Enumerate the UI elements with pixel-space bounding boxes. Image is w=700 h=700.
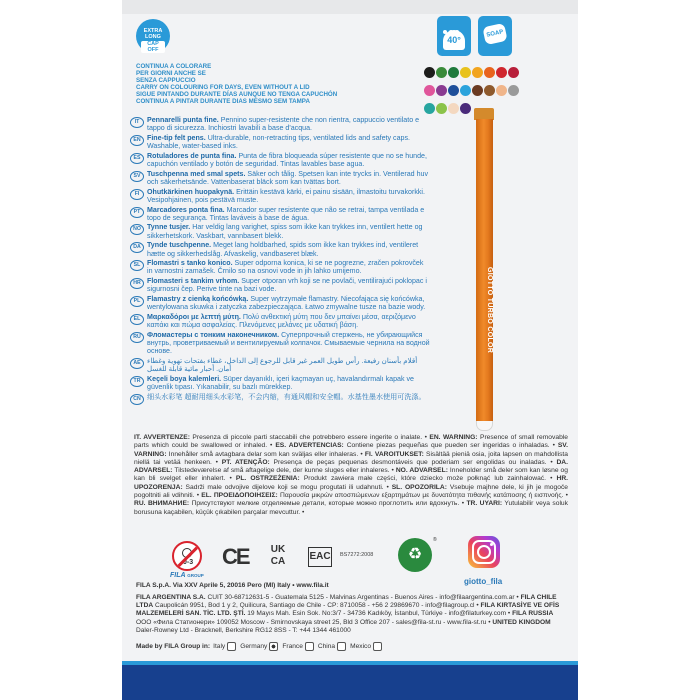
language-body: 细头水彩笔 超耐用细头水彩笔，不会内缩，有通风帽和安全帽。水基性墨水使用可洗涤。	[147, 392, 426, 401]
distributor-name: FILA KIRTASİYE VE OFİS MALZEMELERİ SAN. TİC. LTD. ŞTİ.	[136, 602, 560, 618]
language-title: Tynne tusjer.	[147, 223, 191, 232]
language-code-badge: FI	[130, 189, 144, 200]
language-code-badge: TR	[130, 376, 144, 387]
color-swatch	[472, 85, 483, 96]
language-entry	[130, 393, 430, 405]
language-body: Punta de fibra bloqueada súper resistente que no se hunde, capuchón ventilado y botón de seguridad. Tintas lavables base agua.	[147, 151, 427, 169]
language-code-badge: IT	[130, 117, 144, 128]
language-code-badge: SL	[130, 260, 144, 271]
distributor-address: ООО «Фила Статионери» 109052 Moscow - Smirnovskaya street 25, Bld 3 Office 207 - sales@fila-st.ru - www.fila-st.ru •	[136, 618, 491, 626]
green-dot-recycle-icon: ♻	[398, 538, 432, 572]
language-entry	[130, 259, 430, 275]
ukca-mark: UK CA	[270, 544, 286, 567]
language-title: Pennarelli punta fine.	[147, 116, 219, 124]
warning-title: FI. VAROITUKSET:	[364, 450, 424, 458]
warning-body: Presença de peças pequenas desmontáveis que poderiam ser engolidas ou inaladas.	[273, 458, 547, 466]
color-swatch	[508, 67, 519, 78]
language-code-badge: CN	[130, 394, 144, 405]
language-body: أقلام بأسنان رفيعة. رأس طويل العمر غير قابل للرجوع إلى الداخل، غطاء بفتحات تهوية وغطاء أمان. أحبار مائية قابلة للغسل	[147, 356, 418, 374]
origin-country-label: Italy	[213, 643, 226, 650]
pen-tip	[476, 421, 493, 431]
warning-title: IT. AVVERTENZE:	[134, 434, 190, 441]
language-entry	[130, 313, 430, 329]
color-swatch	[448, 85, 459, 96]
language-text	[147, 313, 430, 329]
language-title: Keçeli boya kalemleri.	[147, 374, 222, 383]
bs-standard-label: BS7272:2008	[340, 552, 374, 558]
warning-body: Contiene piezas pequeñas que pueden ser ingeridas o inhaladas.	[346, 442, 550, 450]
manufacturer-address: FILA S.p.A. Via XXV Aprile 5, 20016 Pero (MI) Italy • www.fila.it	[136, 582, 329, 589]
origin-country-label: Germany	[240, 643, 268, 650]
language-entry	[130, 277, 430, 293]
color-swatch	[448, 103, 459, 114]
extra-long-cap-off-badge: EXTRA LONG CAP OFF	[136, 19, 170, 53]
color-swatch	[496, 85, 507, 96]
distributor-name: UNITED KINGDOM	[492, 618, 551, 626]
claim-line: SENZA CAPPUCCIO	[136, 77, 196, 84]
claim-line: PER GIORNI ANCHE SE	[136, 70, 206, 77]
language-entry	[130, 170, 430, 186]
language-title: Tynde tuschpenne.	[147, 241, 212, 250]
language-code-badge: RU	[130, 332, 144, 343]
language-code-badge: PL	[130, 296, 144, 307]
language-text	[147, 206, 430, 222]
origin-option	[350, 642, 382, 651]
language-text	[147, 134, 430, 150]
language-text	[147, 116, 430, 132]
language-text	[147, 170, 430, 186]
distributor-name: FILA RUSSIA	[512, 610, 554, 618]
language-body: Pennino super-resistente che non rientra, cappuccio ventilato e tappo di sicurezza. Inchiostri lavabili a base d'acqua.	[147, 116, 420, 133]
registered-mark: ®	[433, 537, 437, 543]
language-body: Erittäin kestävä kärki, ei painu sisään, ilmastoitu turvakorkki. Vesipohjainen, pois pestävä muste.	[147, 187, 425, 204]
warning-title: EN. WARNING:	[429, 434, 478, 441]
product-packaging-back	[122, 0, 578, 700]
origin-option	[213, 642, 236, 651]
language-body: Ultra-durable, non-retracting tips, ventilated lids and safety caps. Washable, water-based inks.	[147, 133, 410, 151]
origin-checkbox	[337, 642, 346, 651]
color-swatch	[496, 67, 507, 78]
language-title: Fine-tip felt pens.	[147, 133, 206, 142]
claim-line: SIGUE PINTANDO DURANTE DÍAS AUNQUE NO TENGA CAPUCHÓN	[136, 91, 338, 98]
language-body: Süper dayanıklı, içeri kaçmayan uç, havalandırmalı kapak ve güvenlik tıpası. Yıkanabilir, su bazlı mürekkep.	[147, 374, 414, 392]
language-body: Super wytrzymałe flamastry. Niecofająca się końcówka, wentylowana skuwka i zatyczka zabezpieczająca. Łatwo zmywalne tusze na bazie wody.	[147, 295, 426, 312]
color-swatch	[436, 103, 447, 114]
language-body: Πολύ ανθεκτική μύτη που δεν μπαίνει μέσα, αεριζόμενο καπάκι και πώμα ασφαλείας. Πλενόμενες μελάνες με υδατική βάση.	[147, 312, 416, 330]
language-entry	[130, 134, 430, 150]
warning-body: Tilstedeværelse af små aftagelige dele, der kunne sluges eller inhaleres.	[174, 467, 390, 475]
color-swatch	[424, 103, 435, 114]
language-title: Flamastry z cienką końcówką.	[147, 295, 249, 304]
language-text	[147, 188, 430, 204]
language-code-badge: ES	[130, 153, 144, 164]
distributor-address: 19 Mayıs Mah. Esin Sok. No:3/7 - 34736 Kadıköy, İstanbul, Türkiye - info@filaturkey.com •	[247, 610, 511, 618]
color-swatch	[484, 67, 495, 78]
language-text	[147, 277, 430, 293]
warning-title: SV. VARNING:	[134, 442, 569, 458]
ce-mark: CE	[222, 544, 249, 569]
language-text	[147, 393, 426, 401]
language-code-badge: SV	[130, 171, 144, 182]
warning-body: Presence of small removable parts which could be swallowed or inhaled.	[134, 434, 568, 450]
warning-title: TR. UYARI:	[466, 500, 503, 508]
language-entry	[130, 223, 430, 239]
language-title: Rotuladores de punta fina.	[147, 151, 237, 160]
distributor-address: Caupolicán 9951, Bod 1 y 2, Quilicura, Santiago de Chile - CP: 8710058 - +56 2 29869670 - info@filagroup.cl •	[154, 602, 479, 610]
color-swatch	[424, 67, 435, 78]
warning-title: PT. ATENÇÃO:	[221, 458, 270, 466]
language-title: Μαρκαδόροι με λεπτή μύτη.	[147, 312, 241, 321]
color-swatch	[436, 67, 447, 78]
warning-body: Vsebuje majhne dele, ki jih je mogoče pogoltniti ali vdihniti.	[134, 483, 569, 500]
warning-body: Inneholder små deler som kan løsne og kan bli svelget eller inhalert.	[134, 467, 568, 483]
pen-brand-label: GIOTTO TURBO COLOR	[486, 266, 493, 354]
claim-line: CARRY ON COLOURING FOR DAYS, EVEN WITHOUT A LID	[136, 84, 310, 91]
color-swatch	[472, 67, 483, 78]
color-swatch	[436, 85, 447, 96]
language-entry	[130, 188, 430, 204]
language-body: Суперпрочный стержень, не убирающийся внутрь, проветриваемый и вентилируемый колпачок. Смываемые чернила на водной основе.	[147, 330, 430, 356]
origin-country-label: China	[317, 643, 336, 650]
origin-checkbox	[269, 642, 278, 651]
warning-title: PL. OSTRZEŻENIA:	[235, 475, 300, 483]
language-entry	[130, 152, 430, 168]
language-text	[147, 152, 430, 168]
language-title: Marcadores ponta fina.	[147, 205, 225, 214]
language-entry	[130, 331, 430, 356]
instagram-icon	[468, 536, 500, 568]
language-body: Super otporan vrh koji se ne povlači, ventilirajući poklopac i sigurnosni čep. Perive tinte na bazi vode.	[147, 277, 427, 294]
language-text	[147, 295, 430, 311]
color-swatch	[424, 85, 435, 96]
safety-warnings: IT. AVVERTENZE: Presenza di piccole parti staccabili che potrebbero essere ingerite o inalate. • EN. WARNING: Presence of small removable parts which could be swallowed or inhaled. • ES. ADVERTENCIAS: Contiene piezas pequeñas que pueden ser ingeridas o inhaladas. • SV. VARNING: Innehåller små avtagbara delar som kan sväljas eller inhaleras. • FI. VAROITUKSET: Sisältää pieniä osia, joita lapsen on mahdollista niellä tai vetää henkeen. • PT. ATENÇÃO: Presença de peças pequenas desmontáveis que poderiam ser engolidas ou inaladas. • DA. ADVARSEL: Tilstedeværelse af små aftagelige dele, der kunne sluges eller inhaleres. • NO. ADVARSEL: Inneholder små deler som kan løsne og kan bli svelget eller inhalert. • PL. OSTRZEŻENIA: Produkt zawiera małe części, które dziecko może połknąć lub zainhalować. • HR. UPOZORENJA: Sadrži male odvojive dijelove koji se mogu progutati ili udahnuti. • SL. OPOZORILA: Vsebuje majhne dele, ki jih je mogoče pogoltniti ali vdihniti. • EL. ΠΡΟΕΙΔΟΠΟΙΗΣΕΙΣ: Παρουσία μικρών αποσπώμενων εξαρτημάτων με δυνατότητα πιθανής κατάποσης ή εισπνοής. • RU. ВНИМАНИЕ: Присутствуют мелкие отделяемые детали, которые можно проглотить или вдохнуть. • TR. UYARI: Yutulabilir veya soluk borusuna kaçabilen, küçük çıkabilen parçalar mevcuttur. •	[134, 434, 569, 516]
warning-title: SL. OPOZORILA:	[391, 483, 447, 491]
eac-mark: EAC	[308, 547, 332, 567]
not-for-under-3-icon: 0-3	[172, 541, 202, 571]
language-title: Tuschpenna med smal spets.	[147, 169, 246, 178]
instagram-handle: giotto_fila	[464, 577, 503, 586]
warning-body: Sadrži male odvojive dijelove koji se mogu progutati ili udahnuti.	[185, 483, 384, 491]
color-swatch	[460, 85, 471, 96]
warning-title: EL. ΠΡΟΕΙΔΟΠΟΙΗΣΕΙΣ:	[201, 492, 278, 500]
warning-body: Presenza di piccole parti staccabili che potrebbero essere ingerite o inalate.	[192, 434, 423, 441]
language-code-badge: DA	[130, 242, 144, 253]
washable-40-icon: 40°	[437, 16, 471, 56]
origin-checkbox	[227, 642, 236, 651]
language-text	[147, 357, 430, 373]
warning-body: Sisältää pieniä osia, joita lapsen on mahdollista niellä tai vetää henkeen.	[134, 450, 569, 466]
warning-title: DA. ADVARSEL:	[134, 458, 568, 475]
warning-title: RU. ВНИМАНИЕ:	[134, 500, 190, 508]
warning-title: ES. ADVERTENCIAS:	[275, 442, 344, 450]
distributor-name: FILA CHILE LTDA	[136, 594, 557, 610]
language-code-badge: HR	[130, 278, 144, 289]
language-code-badge: NO	[130, 224, 144, 235]
language-title: Фломастеры с тонким наконечником.	[147, 330, 280, 339]
warning-body: Παρουσία μικρών αποσπώμενων εξαρτημάτων με δυνατότητα πιθανής κατάποσης ή εισπνοής.	[279, 492, 564, 500]
language-text	[147, 241, 430, 257]
origin-checkbox	[373, 642, 382, 651]
language-text	[147, 331, 430, 356]
warning-body: Innehåller små avtagbara delar som kan sväljas eller inhaleras.	[168, 450, 359, 458]
language-text	[147, 223, 430, 239]
language-code-badge: AE	[130, 358, 144, 369]
language-entry	[130, 206, 430, 222]
warning-title: NO. ADVARSEL:	[395, 467, 448, 475]
language-code-badge: EL	[130, 314, 144, 325]
language-body: Marcador super resistente que não se retrai, tampa ventilada e topo de segurança. Tintas laváveis à base de água.	[147, 205, 425, 222]
language-entry	[130, 116, 430, 132]
fila-group-logo: FILA GROUP	[170, 572, 204, 579]
language-body: Säker och tålig. Spetsen kan inte trycks in. Ventilerad huv och säkerhetsände. Vattenbaserat bläck som kan tvättas bort.	[147, 169, 429, 186]
claim-line: CONTINUA A PINTAR DURANTE DIAS MESMO SEM TAMPA	[136, 98, 310, 105]
cap-off-claims	[136, 63, 396, 105]
language-code-badge: EN	[130, 135, 144, 146]
language-title: Ohutkärkinen huopakynä.	[147, 187, 235, 196]
color-swatch	[460, 67, 471, 78]
origin-country-label: Mexico	[350, 643, 371, 650]
warning-body: Присутствуют мелкие отделяемые детали, которые можно проглотить или вдохнуть.	[191, 500, 460, 508]
language-body: Meget lang holdbarhed, spids som ikke kan trykkes ind, ventileret hætte og sikkerhedslåg. Afvaskelig, vandbaseret blæk.	[147, 241, 419, 258]
product-description-languages	[130, 116, 430, 406]
language-code-badge: PT	[130, 207, 144, 218]
origin-option	[240, 642, 278, 651]
language-title: Flomasteri s tankim vrhom.	[147, 277, 240, 286]
language-text	[147, 375, 430, 391]
origin-option	[318, 642, 346, 651]
language-title: Flomastri s tanko konico.	[147, 259, 233, 268]
distributor-address: Daler-Rowney Ltd - Bracknell, Berkshire RG12 8SS - T: +44 1344 461000	[136, 626, 351, 634]
color-swatch	[484, 85, 495, 96]
distributor-name: FILA ARGENTINA S.A.	[136, 594, 206, 601]
color-swatch	[460, 103, 471, 114]
distributor-address: CUIT 30-68712631-5 - Guatemala 5125 - Malvinas Argentinas - Buenos Aires - info@filaargentina.com.ar •	[207, 594, 519, 601]
language-text	[147, 259, 430, 275]
packaging-bottom-band	[122, 661, 578, 700]
language-body: Super odporna konica, ki se ne pogrezne, zračen pokrovček in varnostni zamašek. Črnilo so na osnovi vode in jih lahko umijemo.	[147, 259, 424, 276]
origin-country-label: France	[282, 643, 303, 650]
language-entry	[130, 357, 430, 373]
soap-washable-icon: SOAP	[478, 16, 512, 56]
language-body: Har veldig lang varighet, spiss som ikke kan trykkes inn, ventilert hette og sikkerhetskork. Vaskbart, vannbasert blekk.	[147, 223, 423, 240]
color-swatch	[508, 85, 519, 96]
origin-option	[282, 642, 314, 651]
warning-title: HR. UPOZORENJA:	[134, 475, 569, 491]
claim-line: CONTINUA A COLORARE	[136, 63, 212, 70]
made-in-selector: Made by FILA Group in: Italy Germany France China Mexico	[136, 642, 566, 651]
warning-body: Yutulabilir veya soluk borusuna kaçabilen, küçük çıkabilen parçalar mevcuttur.	[134, 500, 568, 516]
language-entry	[130, 295, 430, 311]
origin-checkbox	[305, 642, 314, 651]
color-swatch	[448, 67, 459, 78]
distributor-addresses	[136, 594, 566, 635]
packaging-top-edge	[122, 0, 578, 14]
language-entry	[130, 241, 430, 257]
language-entry	[130, 375, 430, 391]
warning-body: Produkt zawiera małe części, które dziecko może połknąć lub zainhalować.	[303, 475, 546, 483]
